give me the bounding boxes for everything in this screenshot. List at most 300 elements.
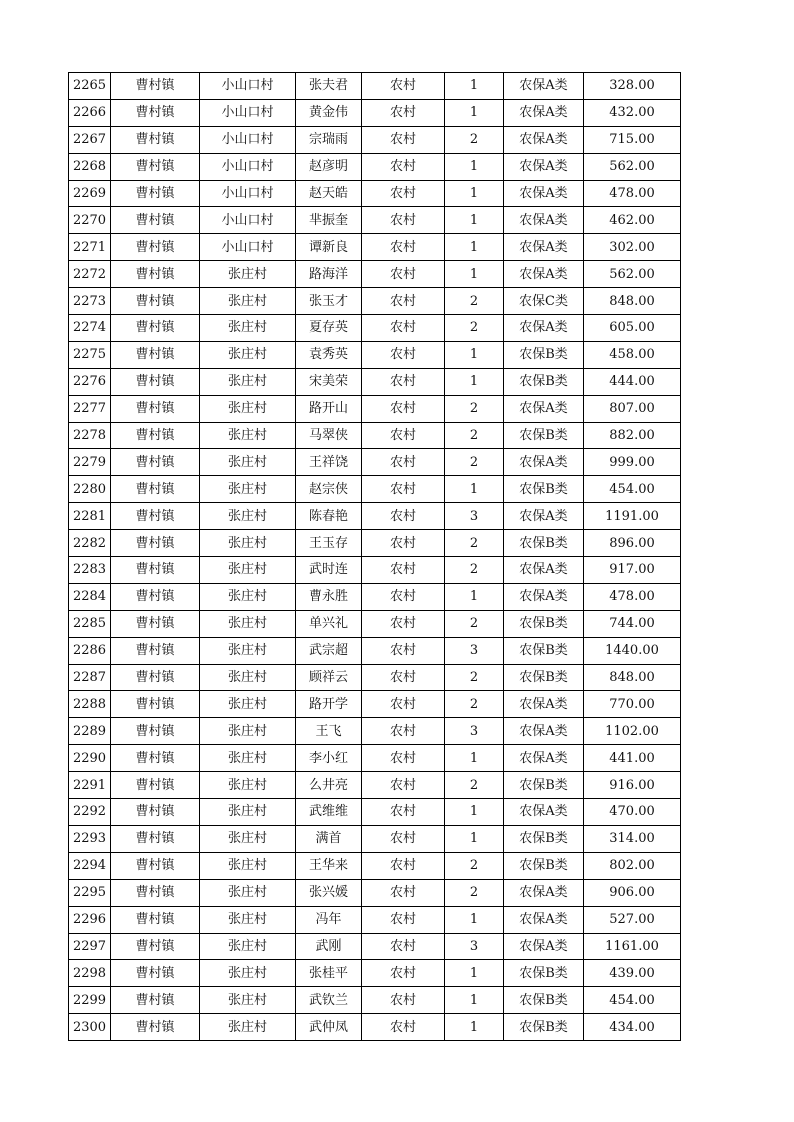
town-cell: 曹村镇 (111, 987, 200, 1014)
area-type-cell: 农村 (362, 799, 445, 826)
row-number: 2292 (69, 799, 111, 826)
insurance-class-cell: 农保A类 (504, 153, 584, 180)
area-type-cell: 农村 (362, 960, 445, 987)
area-type-cell: 农村 (362, 718, 445, 745)
town-cell: 曹村镇 (111, 395, 200, 422)
name-cell: 路开学 (296, 691, 362, 718)
amount-cell: 454.00 (584, 476, 681, 503)
amount-cell: 802.00 (584, 852, 681, 879)
amount-cell: 434.00 (584, 1014, 681, 1041)
amount-cell: 432.00 (584, 99, 681, 126)
area-type-cell: 农村 (362, 207, 445, 234)
name-cell: 谭新良 (296, 234, 362, 261)
household-count-cell: 1 (445, 799, 504, 826)
insurance-class-cell: 农保A类 (504, 718, 584, 745)
name-cell: 芈振奎 (296, 207, 362, 234)
row-number: 2279 (69, 449, 111, 476)
village-cell: 张庄村 (200, 879, 296, 906)
town-cell: 曹村镇 (111, 664, 200, 691)
row-number: 2281 (69, 503, 111, 530)
amount-cell: 848.00 (584, 288, 681, 315)
insurance-class-cell: 农保B类 (504, 368, 584, 395)
row-number: 2289 (69, 718, 111, 745)
household-count-cell: 1 (445, 825, 504, 852)
name-cell: 武时连 (296, 557, 362, 584)
name-cell: 张玉才 (296, 288, 362, 315)
row-number: 2277 (69, 395, 111, 422)
name-cell: 宋美荣 (296, 368, 362, 395)
town-cell: 曹村镇 (111, 610, 200, 637)
amount-cell: 916.00 (584, 772, 681, 799)
town-cell: 曹村镇 (111, 1014, 200, 1041)
name-cell: 赵天皓 (296, 180, 362, 207)
row-number: 2287 (69, 664, 111, 691)
village-cell: 张庄村 (200, 933, 296, 960)
name-cell: 陈春艳 (296, 503, 362, 530)
insurance-class-cell: 农保A类 (504, 503, 584, 530)
name-cell: 张夫君 (296, 73, 362, 100)
table-row (69, 987, 681, 1014)
household-count-cell: 2 (445, 395, 504, 422)
village-cell: 张庄村 (200, 557, 296, 584)
table-row (69, 288, 681, 315)
name-cell: 黄金伟 (296, 99, 362, 126)
table-row (69, 1014, 681, 1041)
table-row (69, 906, 681, 933)
table-row (69, 341, 681, 368)
insurance-class-cell: 农保A类 (504, 449, 584, 476)
village-cell: 张庄村 (200, 610, 296, 637)
area-type-cell: 农村 (362, 530, 445, 557)
household-count-cell: 2 (445, 664, 504, 691)
household-count-cell: 2 (445, 315, 504, 342)
amount-cell: 562.00 (584, 153, 681, 180)
town-cell: 曹村镇 (111, 745, 200, 772)
amount-cell: 882.00 (584, 422, 681, 449)
row-number: 2295 (69, 879, 111, 906)
row-number: 2270 (69, 207, 111, 234)
name-cell: 武钦兰 (296, 987, 362, 1014)
name-cell: 冯年 (296, 906, 362, 933)
insurance-class-cell: 农保B类 (504, 637, 584, 664)
area-type-cell: 农村 (362, 825, 445, 852)
name-cell: 路海洋 (296, 261, 362, 288)
household-count-cell: 3 (445, 933, 504, 960)
insurance-class-cell: 农保B类 (504, 422, 584, 449)
area-type-cell: 农村 (362, 315, 445, 342)
household-count-cell: 2 (445, 879, 504, 906)
household-count-cell: 1 (445, 583, 504, 610)
amount-cell: 478.00 (584, 583, 681, 610)
name-cell: 马翠侠 (296, 422, 362, 449)
insurance-class-cell: 农保A类 (504, 583, 584, 610)
amount-cell: 328.00 (584, 73, 681, 100)
table-row (69, 610, 681, 637)
amount-cell: 1102.00 (584, 718, 681, 745)
town-cell: 曹村镇 (111, 261, 200, 288)
table-row (69, 99, 681, 126)
town-cell: 曹村镇 (111, 180, 200, 207)
row-number: 2283 (69, 557, 111, 584)
table-row (69, 879, 681, 906)
village-cell: 张庄村 (200, 691, 296, 718)
household-count-cell: 1 (445, 261, 504, 288)
area-type-cell: 农村 (362, 368, 445, 395)
area-type-cell: 农村 (362, 933, 445, 960)
household-count-cell: 3 (445, 637, 504, 664)
household-count-cell: 1 (445, 906, 504, 933)
insurance-class-cell: 农保B类 (504, 852, 584, 879)
household-count-cell: 1 (445, 99, 504, 126)
insurance-class-cell: 农保A类 (504, 557, 584, 584)
town-cell: 曹村镇 (111, 960, 200, 987)
town-cell: 曹村镇 (111, 799, 200, 826)
name-cell: 袁秀英 (296, 341, 362, 368)
area-type-cell: 农村 (362, 503, 445, 530)
household-count-cell: 2 (445, 288, 504, 315)
town-cell: 曹村镇 (111, 933, 200, 960)
household-count-cell: 2 (445, 422, 504, 449)
town-cell: 曹村镇 (111, 207, 200, 234)
table-row (69, 261, 681, 288)
amount-cell: 478.00 (584, 180, 681, 207)
town-cell: 曹村镇 (111, 852, 200, 879)
insurance-class-cell: 农保B类 (504, 610, 584, 637)
household-count-cell: 1 (445, 745, 504, 772)
area-type-cell: 农村 (362, 557, 445, 584)
roster-table (68, 72, 681, 1041)
row-number: 2299 (69, 987, 111, 1014)
table-row (69, 422, 681, 449)
town-cell: 曹村镇 (111, 583, 200, 610)
village-cell: 小山口村 (200, 126, 296, 153)
insurance-class-cell: 农保A类 (504, 799, 584, 826)
insurance-class-cell: 农保B类 (504, 530, 584, 557)
row-number: 2278 (69, 422, 111, 449)
household-count-cell: 1 (445, 341, 504, 368)
row-number: 2288 (69, 691, 111, 718)
area-type-cell: 农村 (362, 906, 445, 933)
household-count-cell: 2 (445, 852, 504, 879)
amount-cell: 917.00 (584, 557, 681, 584)
roster-body (69, 73, 681, 1041)
area-type-cell: 农村 (362, 234, 445, 261)
insurance-class-cell: 农保B类 (504, 1014, 584, 1041)
name-cell: 王华来 (296, 852, 362, 879)
village-cell: 张庄村 (200, 449, 296, 476)
area-type-cell: 农村 (362, 1014, 445, 1041)
area-type-cell: 农村 (362, 99, 445, 126)
village-cell: 张庄村 (200, 772, 296, 799)
table-row (69, 315, 681, 342)
row-number: 2269 (69, 180, 111, 207)
table-row (69, 449, 681, 476)
area-type-cell: 农村 (362, 852, 445, 879)
village-cell: 张庄村 (200, 799, 296, 826)
amount-cell: 462.00 (584, 207, 681, 234)
area-type-cell: 农村 (362, 449, 445, 476)
town-cell: 曹村镇 (111, 879, 200, 906)
town-cell: 曹村镇 (111, 557, 200, 584)
household-count-cell: 1 (445, 234, 504, 261)
row-number: 2282 (69, 530, 111, 557)
household-count-cell: 1 (445, 476, 504, 503)
row-number: 2265 (69, 73, 111, 100)
row-number: 2298 (69, 960, 111, 987)
insurance-class-cell: 农保B类 (504, 476, 584, 503)
name-cell: 么井亮 (296, 772, 362, 799)
village-cell: 张庄村 (200, 368, 296, 395)
row-number: 2294 (69, 852, 111, 879)
row-number: 2273 (69, 288, 111, 315)
row-number: 2274 (69, 315, 111, 342)
household-count-cell: 1 (445, 207, 504, 234)
name-cell: 夏存英 (296, 315, 362, 342)
amount-cell: 715.00 (584, 126, 681, 153)
household-count-cell: 3 (445, 503, 504, 530)
village-cell: 张庄村 (200, 583, 296, 610)
table-row (69, 691, 681, 718)
area-type-cell: 农村 (362, 476, 445, 503)
town-cell: 曹村镇 (111, 126, 200, 153)
table-row (69, 503, 681, 530)
row-number: 2290 (69, 745, 111, 772)
town-cell: 曹村镇 (111, 906, 200, 933)
table-row (69, 664, 681, 691)
area-type-cell: 农村 (362, 341, 445, 368)
village-cell: 小山口村 (200, 207, 296, 234)
area-type-cell: 农村 (362, 126, 445, 153)
insurance-class-cell: 农保A类 (504, 745, 584, 772)
table-row (69, 180, 681, 207)
area-type-cell: 农村 (362, 745, 445, 772)
amount-cell: 1161.00 (584, 933, 681, 960)
area-type-cell: 农村 (362, 879, 445, 906)
insurance-class-cell: 农保A类 (504, 99, 584, 126)
village-cell: 张庄村 (200, 341, 296, 368)
area-type-cell: 农村 (362, 772, 445, 799)
village-cell: 小山口村 (200, 153, 296, 180)
area-type-cell: 农村 (362, 583, 445, 610)
amount-cell: 454.00 (584, 987, 681, 1014)
amount-cell: 906.00 (584, 879, 681, 906)
household-count-cell: 1 (445, 960, 504, 987)
amount-cell: 562.00 (584, 261, 681, 288)
household-count-cell: 1 (445, 73, 504, 100)
table-row (69, 73, 681, 100)
insurance-class-cell: 农保A类 (504, 906, 584, 933)
name-cell: 赵彦明 (296, 153, 362, 180)
insurance-class-cell: 农保A类 (504, 207, 584, 234)
amount-cell: 770.00 (584, 691, 681, 718)
row-number: 2291 (69, 772, 111, 799)
town-cell: 曹村镇 (111, 691, 200, 718)
household-count-cell: 1 (445, 153, 504, 180)
village-cell: 小山口村 (200, 234, 296, 261)
amount-cell: 527.00 (584, 906, 681, 933)
insurance-class-cell: 农保B类 (504, 664, 584, 691)
town-cell: 曹村镇 (111, 422, 200, 449)
table-row (69, 126, 681, 153)
insurance-class-cell: 农保B类 (504, 825, 584, 852)
town-cell: 曹村镇 (111, 772, 200, 799)
town-cell: 曹村镇 (111, 530, 200, 557)
table-row (69, 637, 681, 664)
village-cell: 张庄村 (200, 637, 296, 664)
town-cell: 曹村镇 (111, 718, 200, 745)
area-type-cell: 农村 (362, 395, 445, 422)
name-cell: 单兴礼 (296, 610, 362, 637)
town-cell: 曹村镇 (111, 476, 200, 503)
household-count-cell: 1 (445, 368, 504, 395)
row-number: 2271 (69, 234, 111, 261)
amount-cell: 896.00 (584, 530, 681, 557)
village-cell: 张庄村 (200, 288, 296, 315)
town-cell: 曹村镇 (111, 825, 200, 852)
area-type-cell: 农村 (362, 288, 445, 315)
town-cell: 曹村镇 (111, 368, 200, 395)
name-cell: 曹永胜 (296, 583, 362, 610)
village-cell: 张庄村 (200, 476, 296, 503)
insurance-class-cell: 农保A类 (504, 234, 584, 261)
insurance-class-cell: 农保B类 (504, 960, 584, 987)
town-cell: 曹村镇 (111, 73, 200, 100)
village-cell: 张庄村 (200, 315, 296, 342)
row-number: 2275 (69, 341, 111, 368)
row-number: 2296 (69, 906, 111, 933)
insurance-class-cell: 农保A类 (504, 395, 584, 422)
name-cell: 武维维 (296, 799, 362, 826)
area-type-cell: 农村 (362, 987, 445, 1014)
name-cell: 王祥饶 (296, 449, 362, 476)
amount-cell: 1191.00 (584, 503, 681, 530)
table-row (69, 476, 681, 503)
table-row (69, 960, 681, 987)
town-cell: 曹村镇 (111, 637, 200, 664)
village-cell: 小山口村 (200, 99, 296, 126)
town-cell: 曹村镇 (111, 234, 200, 261)
table-row (69, 530, 681, 557)
amount-cell: 302.00 (584, 234, 681, 261)
name-cell: 武宗超 (296, 637, 362, 664)
name-cell: 顾祥云 (296, 664, 362, 691)
name-cell: 赵宗侠 (296, 476, 362, 503)
table-row (69, 395, 681, 422)
amount-cell: 744.00 (584, 610, 681, 637)
area-type-cell: 农村 (362, 153, 445, 180)
name-cell: 满首 (296, 825, 362, 852)
household-count-cell: 1 (445, 180, 504, 207)
area-type-cell: 农村 (362, 637, 445, 664)
insurance-class-cell: 农保A类 (504, 691, 584, 718)
table-row (69, 772, 681, 799)
household-count-cell: 2 (445, 691, 504, 718)
insurance-class-cell: 农保A类 (504, 126, 584, 153)
town-cell: 曹村镇 (111, 153, 200, 180)
village-cell: 张庄村 (200, 261, 296, 288)
row-number: 2272 (69, 261, 111, 288)
village-cell: 张庄村 (200, 395, 296, 422)
area-type-cell: 农村 (362, 261, 445, 288)
village-cell: 张庄村 (200, 987, 296, 1014)
village-cell: 张庄村 (200, 1014, 296, 1041)
row-number: 2285 (69, 610, 111, 637)
name-cell: 武仲凤 (296, 1014, 362, 1041)
town-cell: 曹村镇 (111, 99, 200, 126)
insurance-class-cell: 农保A类 (504, 73, 584, 100)
village-cell: 小山口村 (200, 73, 296, 100)
table-row (69, 583, 681, 610)
table-row (69, 745, 681, 772)
insurance-class-cell: 农保C类 (504, 288, 584, 315)
village-cell: 张庄村 (200, 422, 296, 449)
amount-cell: 605.00 (584, 315, 681, 342)
row-number: 2300 (69, 1014, 111, 1041)
row-number: 2276 (69, 368, 111, 395)
town-cell: 曹村镇 (111, 315, 200, 342)
area-type-cell: 农村 (362, 422, 445, 449)
insurance-class-cell: 农保A类 (504, 180, 584, 207)
table-row (69, 825, 681, 852)
table-row (69, 557, 681, 584)
area-type-cell: 农村 (362, 691, 445, 718)
name-cell: 王飞 (296, 718, 362, 745)
row-number: 2266 (69, 99, 111, 126)
row-number: 2297 (69, 933, 111, 960)
table-row (69, 799, 681, 826)
name-cell: 宗瑞雨 (296, 126, 362, 153)
town-cell: 曹村镇 (111, 341, 200, 368)
row-number: 2268 (69, 153, 111, 180)
household-count-cell: 2 (445, 610, 504, 637)
table-row (69, 368, 681, 395)
village-cell: 张庄村 (200, 960, 296, 987)
amount-cell: 458.00 (584, 341, 681, 368)
area-type-cell: 农村 (362, 664, 445, 691)
row-number: 2284 (69, 583, 111, 610)
row-number: 2267 (69, 126, 111, 153)
name-cell: 武刚 (296, 933, 362, 960)
village-cell: 张庄村 (200, 745, 296, 772)
insurance-class-cell: 农保B类 (504, 341, 584, 368)
household-count-cell: 1 (445, 1014, 504, 1041)
village-cell: 张庄村 (200, 664, 296, 691)
table-row (69, 718, 681, 745)
village-cell: 小山口村 (200, 180, 296, 207)
name-cell: 王玉存 (296, 530, 362, 557)
village-cell: 张庄村 (200, 530, 296, 557)
row-number: 2293 (69, 825, 111, 852)
area-type-cell: 农村 (362, 73, 445, 100)
household-count-cell: 2 (445, 449, 504, 476)
table-row (69, 153, 681, 180)
village-cell: 张庄村 (200, 825, 296, 852)
insurance-class-cell: 农保A类 (504, 261, 584, 288)
area-type-cell: 农村 (362, 610, 445, 637)
area-type-cell: 农村 (362, 180, 445, 207)
table-row (69, 933, 681, 960)
amount-cell: 314.00 (584, 825, 681, 852)
insurance-class-cell: 农保B类 (504, 772, 584, 799)
name-cell: 李小红 (296, 745, 362, 772)
village-cell: 张庄村 (200, 852, 296, 879)
village-cell: 张庄村 (200, 718, 296, 745)
insurance-class-cell: 农保A类 (504, 879, 584, 906)
table-row (69, 234, 681, 261)
town-cell: 曹村镇 (111, 288, 200, 315)
amount-cell: 470.00 (584, 799, 681, 826)
insurance-class-cell: 农保B类 (504, 987, 584, 1014)
